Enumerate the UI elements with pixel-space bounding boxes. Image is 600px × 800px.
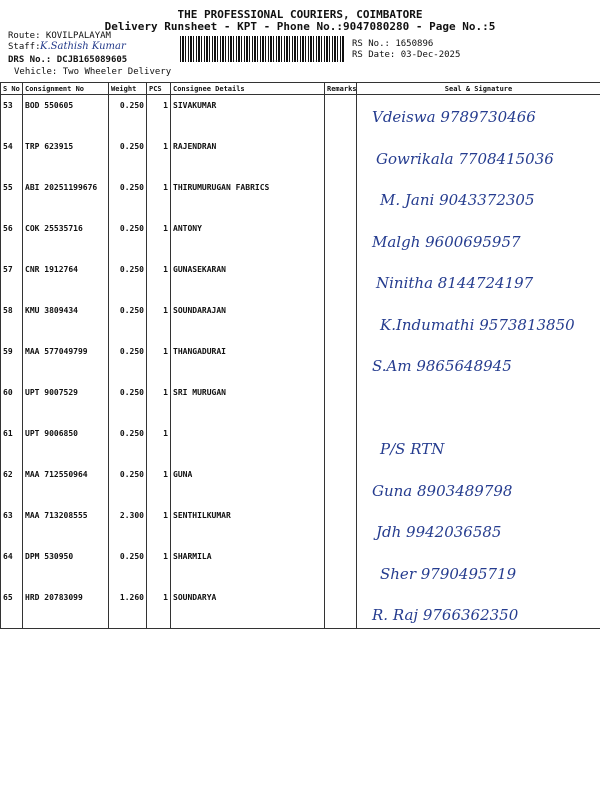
- handwritten-signature: Sher 9790495719: [380, 564, 517, 583]
- cell-remarks: [325, 464, 357, 505]
- cell-sno: 53: [1, 95, 23, 137]
- cell-name: GUNA: [171, 464, 325, 505]
- handwritten-signature: M. Jani 9043372305: [380, 191, 535, 209]
- cell-remarks: [325, 259, 357, 300]
- table-header: [1, 83, 600, 95]
- cell-sno: 58: [1, 300, 23, 341]
- cell-name: SOUNDARYA: [171, 587, 325, 629]
- cell-sno: 65: [1, 587, 23, 629]
- handwritten-signature: Guna 8903489798: [372, 481, 513, 500]
- cell-sno: 54: [1, 136, 23, 177]
- cell-cno: MAA 712550964: [23, 464, 109, 505]
- cell-remarks: [325, 136, 357, 177]
- cell-weight: 0.250: [109, 464, 147, 505]
- runsheet-subtitle: Delivery Runsheet - KPT - Phone No.:9047080280 - Page No.:5: [104, 20, 496, 33]
- cell-pcs: 1: [147, 136, 171, 177]
- cell-pcs: 1: [147, 177, 171, 218]
- cell-cno: UPT 9006850: [23, 423, 109, 464]
- handwritten-signature: Jdh 9942036585: [376, 523, 502, 541]
- cell-sno: 62: [1, 464, 23, 505]
- cell-remarks: [325, 218, 357, 259]
- cell-remarks: [325, 546, 357, 587]
- handwritten-signature: Malgh 9600695957: [372, 232, 521, 251]
- cell-name: SRI MURUGAN: [171, 382, 325, 423]
- cell-sno: 57: [1, 259, 23, 300]
- cell-pcs: 1: [147, 300, 171, 341]
- cell-name: RAJENDRAN: [171, 136, 325, 177]
- cell-weight: 0.250: [109, 300, 147, 341]
- cell-name: THIRUMURUGAN FABRICS: [171, 177, 325, 218]
- cell-sno: 63: [1, 505, 23, 546]
- cell-name: [171, 423, 325, 464]
- col-weight: Weight: [109, 83, 147, 95]
- cell-pcs: 1: [147, 546, 171, 587]
- cell-cno: KMU 3809434: [23, 300, 109, 341]
- vehicle-label: Vehicle: Two Wheeler Delivery: [14, 67, 172, 77]
- cell-weight: 0.250: [109, 177, 147, 218]
- cell-sno: 61: [1, 423, 23, 464]
- handwritten-signature: Vdeiswa 9789730466: [372, 108, 536, 126]
- cell-sno: 64: [1, 546, 23, 587]
- cell-weight: 1.260: [109, 587, 147, 629]
- cell-sno: 55: [1, 177, 23, 218]
- col-sno: S No: [1, 83, 23, 95]
- cell-pcs: 1: [147, 587, 171, 629]
- cell-remarks: [325, 300, 357, 341]
- table-row: [1, 505, 600, 546]
- cell-pcs: 1: [147, 505, 171, 546]
- drs-number: DRS No.: DCJB165089605: [8, 55, 128, 65]
- col-seal: Seal & Signature: [357, 83, 600, 95]
- cell-seal: [357, 382, 600, 423]
- handwritten-signature: K.Indumathi 9573813850: [380, 315, 575, 334]
- cell-cno: UPT 9007529: [23, 382, 109, 423]
- table-row: [1, 382, 600, 423]
- handwritten-signature: Gowrikala 7708415036: [376, 149, 554, 168]
- cell-remarks: [325, 382, 357, 423]
- cell-weight: 0.250: [109, 259, 147, 300]
- cell-sno: 56: [1, 218, 23, 259]
- cell-sno: 59: [1, 341, 23, 382]
- cell-cno: ABI 20251199676: [23, 177, 109, 218]
- barcode: [180, 36, 345, 62]
- handwritten-signature: Ninitha 8144724197: [376, 274, 534, 292]
- cell-weight: 0.250: [109, 218, 147, 259]
- col-consignment: Consignment No: [23, 83, 109, 95]
- route-label: Route: KOVILPALAYAM: [8, 31, 111, 41]
- cell-name: SIVAKUMAR: [171, 95, 325, 137]
- cell-weight: 0.250: [109, 423, 147, 464]
- cell-pcs: 1: [147, 423, 171, 464]
- rs-number: RS No.: 1650896: [352, 39, 434, 49]
- cell-pcs: 1: [147, 95, 171, 137]
- cell-name: SENTHILKUMAR: [171, 505, 325, 546]
- staff-signature: K.Sathish Kumar: [40, 41, 126, 52]
- col-pcs: PCS: [147, 83, 171, 95]
- cell-cno: CNR 1912764: [23, 259, 109, 300]
- cell-cno: HRD 20783099: [23, 587, 109, 629]
- cell-pcs: 1: [147, 464, 171, 505]
- cell-cno: MAA 577049799: [23, 341, 109, 382]
- cell-pcs: 1: [147, 382, 171, 423]
- staff-label: Staff:: [8, 42, 41, 52]
- cell-remarks: [325, 587, 357, 629]
- cell-weight: 0.250: [109, 95, 147, 137]
- table-row: [1, 423, 600, 464]
- cell-sno: 60: [1, 382, 23, 423]
- cell-name: SOUNDARAJAN: [171, 300, 325, 341]
- handwritten-signature: P/S RTN: [380, 440, 445, 458]
- cell-pcs: 1: [147, 259, 171, 300]
- cell-weight: 0.250: [109, 341, 147, 382]
- cell-cno: COK 25535716: [23, 218, 109, 259]
- handwritten-signature: S.Am 9865648945: [372, 357, 512, 375]
- cell-weight: 0.250: [109, 136, 147, 177]
- cell-name: GUNASEKARAN: [171, 259, 325, 300]
- cell-weight: 0.250: [109, 382, 147, 423]
- cell-name: SHARMILA: [171, 546, 325, 587]
- cell-remarks: [325, 505, 357, 546]
- cell-cno: MAA 713208555: [23, 505, 109, 546]
- col-remarks: Remarks: [325, 83, 357, 95]
- cell-weight: 2.300: [109, 505, 147, 546]
- cell-weight: 0.250: [109, 546, 147, 587]
- cell-cno: TRP 623915: [23, 136, 109, 177]
- handwritten-signature: R. Raj 9766362350: [372, 606, 519, 624]
- cell-cno: DPM 530950: [23, 546, 109, 587]
- cell-pcs: 1: [147, 218, 171, 259]
- cell-name: THANGADURAI: [171, 341, 325, 382]
- cell-cno: BOD 550605: [23, 95, 109, 137]
- company-title: THE PROFESSIONAL COURIERS, COIMBATORE: [177, 8, 423, 21]
- cell-pcs: 1: [147, 341, 171, 382]
- rs-date: RS Date: 03-Dec-2025: [352, 50, 461, 60]
- cell-remarks: [325, 341, 357, 382]
- col-consignee: Consignee Details: [171, 83, 325, 95]
- cell-name: ANTONY: [171, 218, 325, 259]
- cell-remarks: [325, 177, 357, 218]
- cell-remarks: [325, 95, 357, 137]
- cell-remarks: [325, 423, 357, 464]
